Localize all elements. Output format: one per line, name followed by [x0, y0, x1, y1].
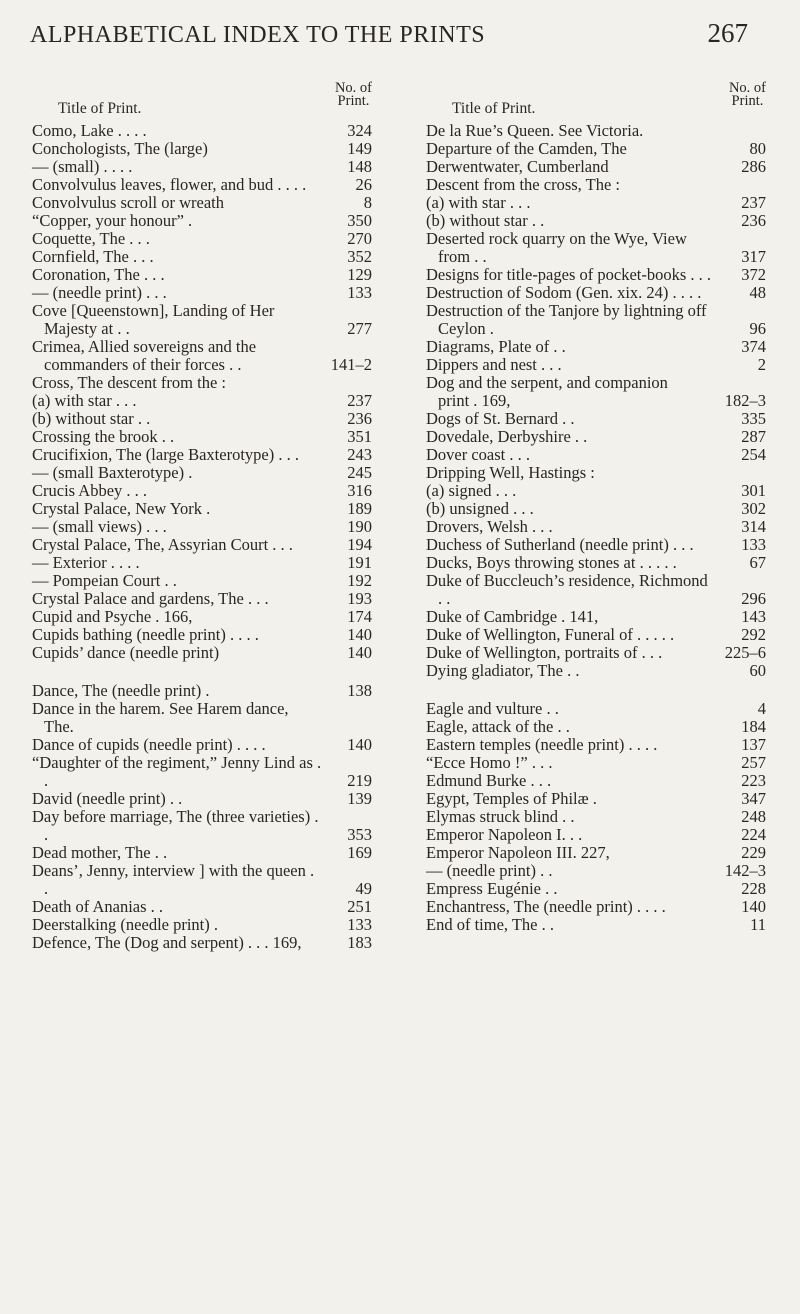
index-entry: [426, 194, 766, 212]
entry-title: Convolvulus scroll or wreath: [32, 193, 225, 212]
index-entry: [426, 554, 766, 572]
entry-print-number: 316: [347, 481, 372, 500]
index-entry: [32, 934, 372, 952]
entry-print-number: 143: [741, 607, 766, 626]
entry-title: Emperor Napoleon III. 227,: [426, 843, 610, 862]
entry-title: Dance in the harem. See Harem dance, The.: [32, 699, 289, 736]
running-title: ALPHABETICAL INDEX TO THE PRINTS: [30, 22, 486, 48]
entry-title: (a) signed . . .: [426, 481, 517, 500]
entry-print-number: 190: [347, 517, 372, 536]
entry-print-number: 225–6: [724, 643, 766, 662]
entry-title: Dance, The (needle print) .: [32, 681, 210, 700]
entry-title: (a) with star . . .: [426, 193, 531, 212]
index-entry: [32, 736, 372, 754]
index-entry: [32, 626, 372, 644]
index-entry: [426, 266, 766, 284]
index-entry: [32, 464, 372, 482]
column-number-label: No. of Print.: [334, 80, 372, 109]
entry-title: Crimea, Allied sovereigns and the commanders of their forces . .: [32, 337, 257, 374]
entry-title: Dead mother, The . .: [32, 843, 168, 862]
entry-title: End of time, The . .: [426, 915, 555, 934]
entry-print-number: 228: [741, 879, 766, 898]
entry-title: Convolvulus leaves, flower, and bud . . . .: [32, 175, 307, 194]
index-entry: [426, 644, 766, 662]
index-entry: [32, 898, 372, 916]
index-entry: [32, 754, 372, 790]
entry-print-number: 350: [347, 211, 372, 230]
index-entry: [426, 464, 766, 482]
entry-print-number: 193: [347, 589, 372, 608]
entry-list: [426, 122, 766, 934]
entry-title: Coronation, The . . .: [32, 265, 165, 284]
entry-print-number: 286: [741, 157, 766, 176]
index-entry: [32, 682, 372, 700]
entry-title: Emperor Napoleon I. . .: [426, 825, 583, 844]
entry-print-number: 317: [741, 247, 766, 266]
entry-print-number: 133: [741, 535, 766, 554]
entry-print-number: 49: [355, 879, 372, 898]
index-entry: [32, 536, 372, 554]
index-entry: [426, 608, 766, 626]
entry-title: Ducks, Boys throwing stones at . . . . .: [426, 553, 677, 572]
entry-print-number: 229: [741, 843, 766, 862]
index-entry: [426, 230, 766, 266]
entry-print-number: 324: [347, 121, 372, 140]
index-entry: [32, 482, 372, 500]
entry-print-number: 138: [347, 681, 372, 700]
index-entry: Dippers and nest . . . 2: [426, 355, 766, 374]
entry-print-number: 194: [347, 535, 372, 554]
entry-title: — (needle print) . . .: [32, 283, 167, 302]
entry-title: Egypt, Temples of Philæ .: [426, 789, 597, 808]
entry-title: Descent from the cross, The :: [426, 175, 620, 194]
page-number: 267: [707, 18, 748, 48]
entry-print-number: 353: [347, 825, 372, 844]
entry-title: Crystal Palace, New York .: [32, 499, 211, 518]
entry-print-number: 372: [741, 265, 766, 284]
entry-title: Cove [Queenstown], Landing of Her Majesty at . .: [32, 301, 275, 338]
entry-print-number: 192: [347, 571, 372, 590]
entry-title: Cross, The descent from the :: [32, 373, 226, 392]
entry-title: Dogs of St. Bernard . .: [426, 409, 575, 428]
entry-title: Dying gladiator, The . .: [426, 661, 580, 680]
entry-title: Como, Lake . . . .: [32, 121, 147, 140]
entry-title: Dippers and nest . . .: [426, 355, 562, 374]
index-column-left: [32, 80, 372, 952]
index-entry: [32, 374, 372, 392]
index-entry: [32, 392, 372, 410]
index-entry: [426, 718, 766, 736]
index-entry: [32, 916, 372, 934]
index-entry: Eagle and vulture . . 4: [426, 699, 766, 718]
entry-print-number: 148: [347, 157, 372, 176]
entry-title: Cupids’ dance (needle print): [32, 643, 220, 662]
index-entry: [426, 662, 766, 680]
entry-list: [32, 122, 372, 952]
index-entry: [426, 500, 766, 518]
entry-print-number: 140: [347, 735, 372, 754]
index-entry: [426, 754, 766, 772]
index-entry: [32, 572, 372, 590]
index-entry: [426, 140, 766, 158]
entry-print-number: 236: [741, 211, 766, 230]
index-entry: [426, 428, 766, 446]
entry-title: Dover coast . . .: [426, 445, 531, 464]
entry-print-number: 137: [741, 735, 766, 754]
page-header: [0, 14, 800, 54]
entry-title: “Daughter of the regiment,” Jenny Lind as . .: [32, 753, 322, 790]
index-entry: [426, 626, 766, 644]
entry-print-number: 237: [741, 193, 766, 212]
entry-print-number: 374: [741, 337, 766, 356]
section-gap: [32, 662, 372, 682]
entry-print-number: 302: [741, 499, 766, 518]
entry-print-number: 296: [741, 589, 766, 608]
index-entry: [32, 518, 372, 536]
index-entry: [426, 772, 766, 790]
entry-title: Crucifixion, The (large Baxterotype) . . .: [32, 445, 299, 464]
entry-print-number: 182–3: [724, 391, 766, 410]
index-entry: [32, 862, 372, 898]
entry-title: Edmund Burke . . .: [426, 771, 552, 790]
entry-title: Eagle and vulture . .: [426, 699, 559, 718]
entry-print-number: 11: [750, 915, 766, 934]
entry-title: Drovers, Welsh . . .: [426, 517, 553, 536]
index-entry: [32, 248, 372, 266]
entry-print-number: 292: [741, 625, 766, 644]
entry-print-number: 140: [741, 897, 766, 916]
entry-title: Duke of Wellington, Funeral of . . . . .: [426, 625, 675, 644]
entry-print-number: 140: [347, 643, 372, 662]
entry-print-number: 236: [347, 409, 372, 428]
index-entry: [426, 736, 766, 754]
index-entry: [32, 410, 372, 428]
entry-print-number: 142–3: [724, 861, 766, 880]
index-entry: [426, 916, 766, 934]
index-entry: [426, 790, 766, 808]
entry-title: Eagle, attack of the . .: [426, 717, 570, 736]
entry-print-number: 219: [347, 771, 372, 790]
entry-print-number: 141–2: [330, 355, 372, 374]
index-entry: [426, 338, 766, 356]
entry-print-number: 248: [741, 807, 766, 826]
entry-title: (b) unsigned . . .: [426, 499, 534, 518]
entry-title: Destruction of Sodom (Gen. xix. 24) . . . .: [426, 283, 702, 302]
entry-print-number: 133: [347, 283, 372, 302]
index-entry: [426, 862, 766, 880]
entry-print-number: 139: [347, 789, 372, 808]
entry-title: Crucis Abbey . . .: [32, 481, 148, 500]
index-entry: [32, 230, 372, 248]
index-entry: [426, 122, 766, 140]
index-entry: [32, 176, 372, 194]
index-entry: [426, 808, 766, 826]
entry-print-number: 129: [347, 265, 372, 284]
entry-print-number: 335: [741, 409, 766, 428]
entry-title: Duke of Buccleuch’s residence, Richmond . .: [426, 571, 708, 608]
entry-title: Conchologists, The (large): [32, 139, 208, 158]
entry-title: Dance of cupids (needle print) . . . .: [32, 735, 266, 754]
entry-title: Elymas struck blind . .: [426, 807, 575, 826]
entry-print-number: 174: [347, 607, 372, 626]
index-entry: [426, 880, 766, 898]
entry-title: De la Rue’s Queen. See Victoria.: [426, 121, 644, 140]
entry-title: Derwentwater, Cumberland: [426, 157, 609, 176]
entry-title: Defence, The (Dog and serpent) . . . 169,: [32, 933, 302, 952]
entry-title: — (small Baxterotype) .: [32, 463, 193, 482]
index-entry: [32, 284, 372, 302]
index-entry: [32, 500, 372, 518]
entry-print-number: 140: [347, 625, 372, 644]
index-entry: [32, 790, 372, 808]
index-entry: [426, 374, 766, 410]
index-entry: [426, 410, 766, 428]
index-entry: [32, 446, 372, 464]
entry-title: — (needle print) . .: [426, 861, 553, 880]
entry-print-number: 237: [347, 391, 372, 410]
entry-print-number: 169: [347, 843, 372, 862]
entry-print-number: 183: [347, 933, 372, 952]
index-entry: Convolvulus scroll or wreath 8: [32, 193, 372, 212]
entry-print-number: 270: [347, 229, 372, 248]
entry-title: “Ecce Homo !” . . .: [426, 753, 553, 772]
index-entry: [426, 536, 766, 554]
index-entry: [32, 338, 372, 374]
entry-title: Diagrams, Plate of . .: [426, 337, 566, 356]
entry-title: (a) with star . . .: [32, 391, 137, 410]
index-entry: [426, 284, 766, 302]
entry-title: Cornfield, The . . .: [32, 247, 154, 266]
entry-print-number: 352: [347, 247, 372, 266]
column-title-label: Title of Print.: [452, 100, 536, 117]
index-entry: [32, 844, 372, 862]
entry-print-number: 254: [741, 445, 766, 464]
column-number-label: No. of Print.: [728, 80, 766, 109]
entry-print-number: 26: [355, 175, 372, 194]
entry-title: Duke of Wellington, portraits of . . .: [426, 643, 663, 662]
entry-title: Destruction of the Tanjore by lightning off Ceylon .: [426, 301, 707, 338]
entry-title: Deserted rock quarry on the Wye, View from . .: [426, 229, 687, 266]
index-entry: [426, 482, 766, 500]
entry-print-number: 243: [347, 445, 372, 464]
entry-title: Designs for title-pages of pocket-books . . .: [426, 265, 712, 284]
entry-title: Deans’, Jenny, interview ] with the queen . .: [32, 861, 315, 898]
index-entry: [426, 898, 766, 916]
entry-title: “Copper, your honour” .: [32, 211, 193, 230]
entry-title: Deerstalking (needle print) .: [32, 915, 219, 934]
index-entry: [32, 158, 372, 176]
entry-title: Death of Ananias . .: [32, 897, 164, 916]
entry-print-number: 347: [741, 789, 766, 808]
section-gap: [426, 680, 766, 700]
index-entry: [426, 572, 766, 608]
entry-title: — (small) . . . .: [32, 157, 133, 176]
entry-title: Duke of Cambridge . 141,: [426, 607, 599, 626]
entry-print-number: 184: [741, 717, 766, 736]
index-entry: [32, 428, 372, 446]
index-entry: [426, 302, 766, 338]
entry-title: Eastern temples (needle print) . . . .: [426, 735, 658, 754]
entry-print-number: 287: [741, 427, 766, 446]
entry-print-number: 314: [741, 517, 766, 536]
index-entry: [32, 700, 372, 736]
index-entry: [426, 212, 766, 230]
entry-title: Enchantress, The (needle print) . . . .: [426, 897, 666, 916]
entry-print-number: 223: [741, 771, 766, 790]
index-entry: [32, 554, 372, 572]
entry-print-number: 96: [749, 319, 766, 338]
index-entry: [426, 844, 766, 862]
index-entry: [32, 302, 372, 338]
entry-print-number: 191: [347, 553, 372, 572]
index-entry: [32, 212, 372, 230]
entry-print-number: 189: [347, 499, 372, 518]
entry-title: Crystal Palace, The, Assyrian Court . . .: [32, 535, 293, 554]
column-header: [426, 80, 766, 118]
index-column-right: [426, 80, 766, 934]
entry-print-number: 67: [749, 553, 766, 572]
index-entry: [426, 158, 766, 176]
entry-title: — (small views) . . .: [32, 517, 167, 536]
index-entry: [32, 122, 372, 140]
entry-title: Cupid and Psyche . 166,: [32, 607, 193, 626]
entry-title: (b) without star . .: [426, 211, 545, 230]
entry-title: — Exterior . . . .: [32, 553, 140, 572]
entry-print-number: 133: [347, 915, 372, 934]
entry-print-number: 60: [749, 661, 766, 680]
entry-print-number: 257: [741, 753, 766, 772]
entry-title: Dripping Well, Hastings :: [426, 463, 595, 482]
entry-title: Empress Eugénie . .: [426, 879, 558, 898]
entry-print-number: 48: [749, 283, 766, 302]
index-entry: [426, 446, 766, 464]
entry-print-number: 351: [347, 427, 372, 446]
index-entry: [32, 808, 372, 844]
index-entry: [32, 140, 372, 158]
index-entry: [32, 266, 372, 284]
entry-title: — Pompeian Court . .: [32, 571, 177, 590]
entry-print-number: 149: [347, 139, 372, 158]
entry-print-number: 277: [347, 319, 372, 338]
index-entry: [32, 644, 372, 662]
entry-title: Coquette, The . . .: [32, 229, 150, 248]
column-title-label: Title of Print.: [58, 100, 142, 117]
entry-print-number: 80: [749, 139, 766, 158]
entry-print-number: 224: [741, 825, 766, 844]
entry-title: Day before marriage, The (three varieties) . .: [32, 807, 319, 844]
column-header: [32, 80, 372, 118]
entry-print-number: 301: [741, 481, 766, 500]
entry-title: Dog and the serpent, and companion print . 169,: [426, 373, 668, 410]
entry-title: Departure of the Camden, The: [426, 139, 627, 158]
index-entry: [426, 826, 766, 844]
entry-title: Crystal Palace and gardens, The . . .: [32, 589, 269, 608]
entry-title: (b) without star . .: [32, 409, 151, 428]
index-entry: [426, 518, 766, 536]
entry-title: Crossing the brook . .: [32, 427, 175, 446]
entry-print-number: 245: [347, 463, 372, 482]
entry-title: Cupids bathing (needle print) . . . .: [32, 625, 259, 644]
entry-title: Dovedale, Derbyshire . .: [426, 427, 588, 446]
entry-title: David (needle print) . .: [32, 789, 183, 808]
entry-print-number: 251: [347, 897, 372, 916]
index-entry: [32, 608, 372, 626]
index-entry: [426, 176, 766, 194]
entry-title: Duchess of Sutherland (needle print) . . .: [426, 535, 694, 554]
index-entry: [32, 590, 372, 608]
